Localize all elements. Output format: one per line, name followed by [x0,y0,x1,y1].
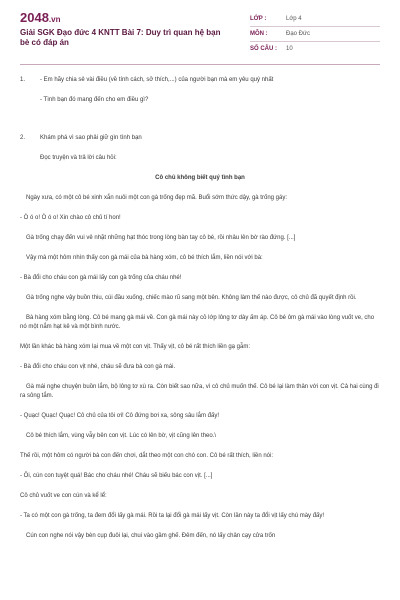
question-number: 2. [20,135,26,141]
story-paragraph: Cô chủ vuốt ve con cún và kể lể: [20,493,107,499]
meta-row-subject [250,27,380,42]
story-paragraph: Gà mái nghe chuyện buồn lắm, bộ lông tơ xù ra. Còn biết sao nữa, vì cô chủ muốn thế. Cô bé lại làm thân với con vịt. Cả hai cùng đi ra sông tắm. [20,384,379,399]
story-paragraph: Một lần khác bà hàng xóm lại mua về một con vịt. Thấy vịt, cô bé rất thích liền gạ gẫm: [20,344,251,350]
story-paragraph: Ngày xưa, có một cô bé xinh xắn nuôi một con gà trống đẹp mã. Buổi sớm thức dậy, gà trống gáy: [26,195,287,201]
story-paragraph: Gà trống chạy đến vui vẻ nhặt những hạt thóc trong lòng bàn tay cô bé, rồi nhảu lên bờ rào đứng. [...] [26,235,296,241]
question-1 [20,76,380,105]
story-paragraph: Thế rồi, một hôm có người bà con đến chơi, dắt theo một con chó con. Cô bé rất thích, liền nói: [20,453,274,459]
meta-row-class [250,12,380,27]
meta-value: 10 [286,46,293,52]
story-paragraph: Vậy mà một hôm nhìn thấy con gà mái của bà hàng xóm, cô bé thích lắm, liền nói với bà: [26,255,263,261]
logo-suffix: .vn [48,15,61,24]
document-title: Giải SGK Đạo đức 4 KNTT Bài 7: Duy trì quan hệ bạn bè có đáp án [20,28,221,47]
story-paragraph: - Quạc! Quạc! Quạc! Cô chủ của tôi ơi! Cô đứng bơi xa, sông sâu lắm đấy! [20,413,219,419]
question-text: Khám phá vì sao phải giữ gìn tình bạn [40,135,142,141]
meta-label: SỐ CÂU : [250,46,277,52]
question-text: - Em hãy chia sẻ vài điều (về tính cách, sở thích,...) của người bạn mà em yêu quý nhất [40,77,274,83]
story-paragraph: - Ta có một con gà trống, ta đem đổi lấy gà mái. Rồi ta lại đổi gà mái lấy vịt. Còn lần này ta đổi vịt lấy chú mày đấy! [20,513,325,519]
document-body [20,76,380,552]
page-header [0,0,400,62]
story-text [20,194,380,541]
story-paragraph: - Bà đổi cho cháu con vịt nhé, cháu sẽ đưa bà con gà mái. [20,364,176,370]
question-number: 1. [20,77,26,83]
meta-value: Đạo Đức [286,31,311,37]
story-paragraph: Cô bé thích lắm, vùng vẫy bên con vịt. Lúc có lên bờ, vịt cũng lên theo.\ [26,433,217,439]
question-subtext: - Tình bạn đó mang đến cho em điều gì? [40,97,149,103]
meta-value: Lớp 4 [286,16,302,22]
question-instruction: Đọc truyện và trả lời câu hỏi: [40,155,117,161]
meta-label: LỚP : [250,16,267,22]
document-meta [250,12,380,56]
meta-row-count [250,42,380,56]
story-paragraph: Bà hàng xóm bằng lòng. Cô bé mang gà mái về. Con gà mái này cỏ lớp lông tơ dày ấm áp. Cô bé ôm gà mái vào lòng vuốt ve, cho nó một nắm hạt kê và một bình nước. [20,315,375,330]
story-paragraph: Cún con nghe nói vậy bèn cụp đuôi lại, chui vào gầm ghế. Đêm đến, nó lấy chân cạy cửa trốn [26,533,276,539]
site-logo[interactable] [20,10,60,25]
story-paragraph: - Bà đổi cho cháu con gà mái lấy con gà trống của cháu nhé! [20,275,182,281]
meta-label: MÔN : [250,31,268,37]
story-title: Cô chủ không biết quý tình bạn [155,175,245,181]
story-paragraph: - Ôi, cún con tuyệt quá! Bác cho cháu nhé! Cháu sẽ biếu bác con vịt. [...] [20,473,213,479]
header-divider [20,64,380,65]
logo-text: 2048 [20,10,49,25]
story-paragraph: Gà trống nghe vậy buồn thiu, cúi đầu xuống, chiếc mào rũ sang một bên. Không làm thế nào được, cô chủ đã quyết định rồi. [26,295,357,301]
story-paragraph: - Ò ó o! Ò ó o! Xin chào cô chủ tí hon! [20,215,121,221]
question-2 [20,134,380,163]
